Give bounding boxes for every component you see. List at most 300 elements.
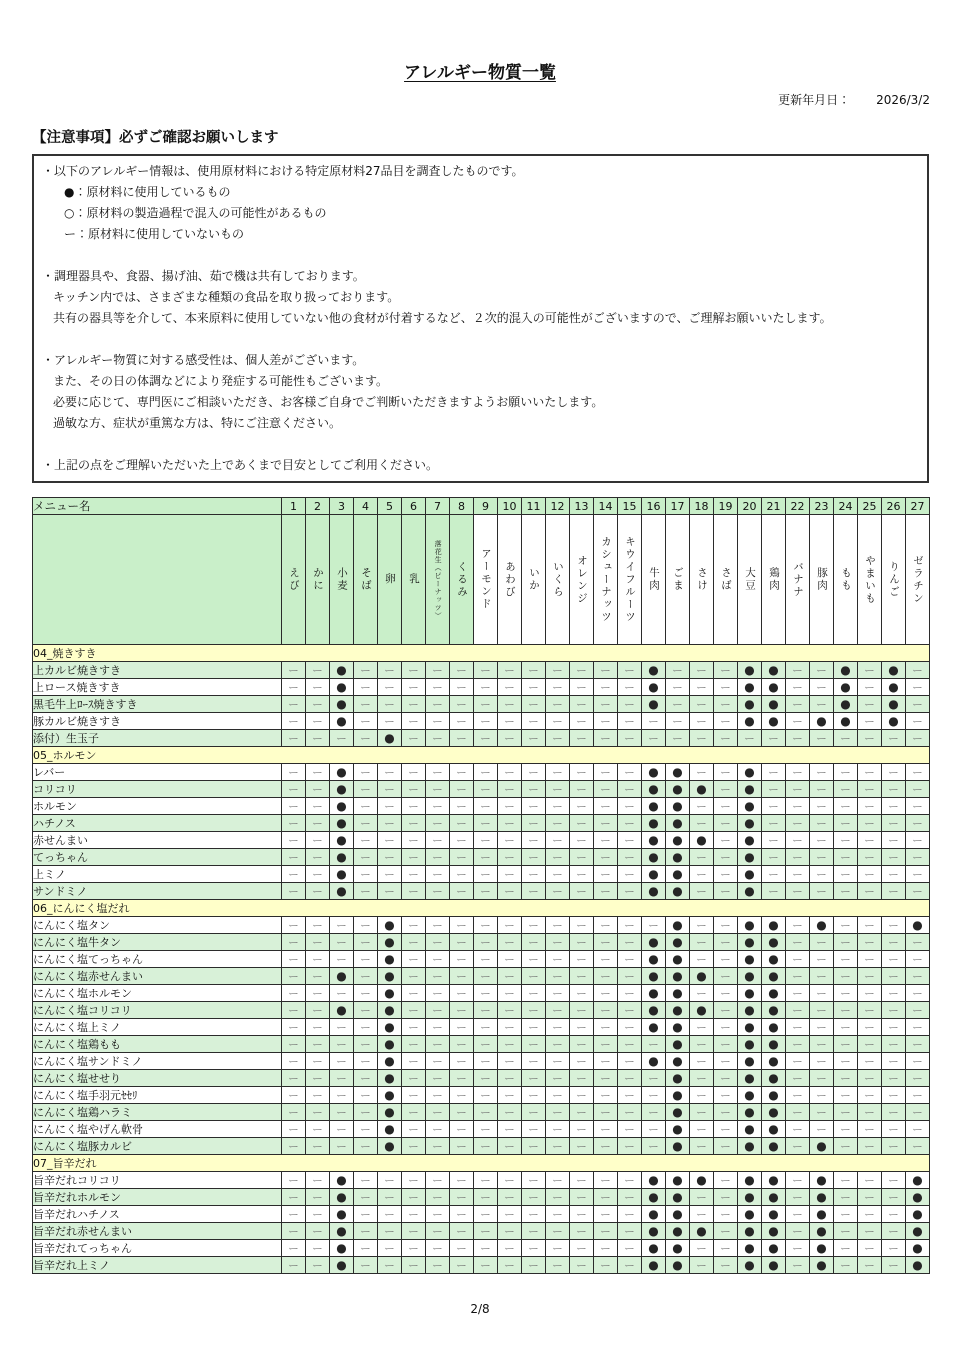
allergen-mark-cell: ー	[378, 1206, 402, 1223]
allergen-mark-cell: ー	[426, 781, 450, 798]
allergen-mark-cell: ー	[570, 1002, 594, 1019]
allergen-mark-cell: ー	[642, 713, 666, 730]
allergen-mark-cell: ー	[498, 679, 522, 696]
allergen-mark-cell: ●	[666, 951, 690, 968]
allergen-mark-cell: ー	[498, 1002, 522, 1019]
allergen-mark-cell: ー	[426, 1087, 450, 1104]
allergen-mark-cell: ー	[282, 1223, 306, 1240]
allergen-mark-cell: ●	[330, 764, 354, 781]
menu-name-cell: にんにく塩サンドミノ	[33, 1053, 282, 1070]
allergen-mark-cell: ー	[306, 1053, 330, 1070]
allergen-mark-cell: ー	[522, 968, 546, 985]
allergen-mark-cell: ー	[810, 1002, 834, 1019]
allergen-mark-cell: ー	[546, 730, 570, 747]
allergen-name-header	[378, 515, 402, 645]
allergen-mark-cell: ●	[738, 815, 762, 832]
allergen-mark-cell: ー	[690, 1206, 714, 1223]
allergen-mark-cell: ー	[714, 662, 738, 679]
allergen-mark-cell: ー	[474, 1019, 498, 1036]
allergen-mark-cell: ー	[906, 951, 930, 968]
allergen-mark-cell: ●	[738, 1206, 762, 1223]
menu-name-cell: 旨辛だれ上ミノ	[33, 1257, 282, 1274]
allergen-mark-cell: ー	[330, 1036, 354, 1053]
allergen-mark-cell: ー	[474, 1240, 498, 1257]
allergen-mark-cell: ー	[906, 764, 930, 781]
allergen-mark-cell: ー	[282, 985, 306, 1002]
allergen-mark-cell: ー	[402, 730, 426, 747]
allergen-mark-cell: ー	[762, 798, 786, 815]
allergen-mark-cell: ー	[834, 917, 858, 934]
allergen-mark-cell: ー	[306, 866, 330, 883]
allergen-mark-cell: ー	[834, 1206, 858, 1223]
allergen-mark-cell: ー	[330, 1087, 354, 1104]
allergen-number-header: 20	[738, 498, 762, 515]
allergen-name-vertical: かに	[312, 567, 324, 592]
allergen-mark-cell: ー	[498, 849, 522, 866]
allergen-name-vertical: アーモンド	[480, 548, 492, 611]
allergen-name-header	[810, 515, 834, 645]
allergen-mark-cell: ●	[642, 1019, 666, 1036]
allergen-mark-cell: ー	[282, 1019, 306, 1036]
allergen-mark-cell: ●	[378, 1002, 402, 1019]
allergen-mark-cell: ー	[690, 713, 714, 730]
allergen-mark-cell: ー	[450, 1138, 474, 1155]
menu-name-cell: にんにく塩タン	[33, 917, 282, 934]
allergen-mark-cell: ー	[522, 713, 546, 730]
allergen-mark-cell: ー	[282, 1189, 306, 1206]
allergen-number-header: 14	[594, 498, 618, 515]
allergen-mark-cell: ー	[498, 815, 522, 832]
allergen-number-header: 9	[474, 498, 498, 515]
allergen-mark-cell: ー	[690, 917, 714, 934]
allergen-mark-cell: ー	[594, 679, 618, 696]
allergen-mark-cell: ●	[666, 798, 690, 815]
allergen-mark-cell: ●	[666, 781, 690, 798]
allergen-mark-cell: ●	[642, 883, 666, 900]
allergen-mark-cell: ー	[306, 832, 330, 849]
allergen-mark-cell: ー	[282, 1172, 306, 1189]
allergen-mark-cell: ー	[810, 1036, 834, 1053]
allergen-mark-cell: ●	[738, 662, 762, 679]
allergen-mark-cell: ー	[306, 1104, 330, 1121]
notice-line: キッチン内では、さまざまな種類の食品を取り扱っております。	[53, 290, 400, 304]
allergen-mark-cell: ー	[354, 934, 378, 951]
allergen-mark-cell: ー	[714, 1121, 738, 1138]
allergen-mark-cell: ー	[354, 917, 378, 934]
allergen-mark-cell: ー	[450, 917, 474, 934]
allergen-mark-cell: ー	[354, 1206, 378, 1223]
menu-name-cell: にんにく塩てっちゃん	[33, 951, 282, 968]
menu-row	[33, 662, 930, 679]
allergen-mark-cell: ー	[546, 934, 570, 951]
allergen-mark-cell: ●	[330, 832, 354, 849]
allergen-mark-cell: ●	[690, 781, 714, 798]
allergen-mark-cell: ー	[426, 951, 450, 968]
allergen-mark-cell: ー	[570, 713, 594, 730]
allergen-mark-cell: ー	[426, 798, 450, 815]
allergen-mark-cell: ー	[882, 849, 906, 866]
allergen-mark-cell: ●	[738, 866, 762, 883]
allergen-mark-cell: ー	[378, 1257, 402, 1274]
allergen-mark-cell: ー	[762, 730, 786, 747]
allergen-mark-cell: ー	[474, 968, 498, 985]
allergen-mark-cell: ー	[354, 662, 378, 679]
allergen-mark-cell: ー	[498, 968, 522, 985]
allergen-mark-cell: ー	[618, 934, 642, 951]
allergen-mark-cell: ー	[594, 968, 618, 985]
notice-line: また、その日の体調などにより発症する可能性もございます。	[53, 374, 389, 388]
allergen-mark-cell: ー	[666, 696, 690, 713]
allergen-mark-cell: ー	[858, 1019, 882, 1036]
allergen-mark-cell: ー	[906, 1053, 930, 1070]
allergen-mark-cell: ー	[306, 662, 330, 679]
allergen-mark-cell: ー	[450, 866, 474, 883]
allergen-mark-cell: ー	[474, 985, 498, 1002]
allergen-mark-cell: ●	[666, 849, 690, 866]
menu-name-cell: レバー	[33, 764, 282, 781]
allergen-mark-cell: ー	[402, 1121, 426, 1138]
allergen-mark-cell: ●	[762, 696, 786, 713]
allergen-mark-cell: ー	[450, 1087, 474, 1104]
allergen-mark-cell: ー	[426, 934, 450, 951]
allergen-mark-cell: ー	[522, 1053, 546, 1070]
menu-row	[33, 1240, 930, 1257]
allergen-mark-cell: ー	[522, 866, 546, 883]
allergen-mark-cell: ー	[618, 713, 642, 730]
allergen-mark-cell: ー	[834, 866, 858, 883]
allergen-mark-cell: ー	[618, 1053, 642, 1070]
allergen-mark-cell: ー	[546, 968, 570, 985]
allergen-mark-cell: ー	[690, 1036, 714, 1053]
allergen-mark-cell: ー	[522, 1104, 546, 1121]
allergen-mark-cell: ー	[402, 934, 426, 951]
allergen-mark-cell: ●	[738, 1002, 762, 1019]
allergen-mark-cell: ー	[618, 815, 642, 832]
menu-row	[33, 730, 930, 747]
allergen-mark-cell: ー	[378, 1223, 402, 1240]
allergen-mark-cell: ー	[642, 1036, 666, 1053]
allergen-mark-cell: ●	[738, 917, 762, 934]
menu-row	[33, 1121, 930, 1138]
allergen-mark-cell: ー	[402, 1002, 426, 1019]
allergen-mark-cell: ー	[498, 1019, 522, 1036]
allergen-name-header	[642, 515, 666, 645]
allergen-table	[32, 497, 930, 1274]
allergen-mark-cell: ー	[354, 764, 378, 781]
allergen-mark-cell: ー	[810, 696, 834, 713]
allergen-mark-cell: ー	[882, 1240, 906, 1257]
menu-name-cell: にんにく塩牛タン	[33, 934, 282, 951]
section-title: 07_旨辛だれ	[33, 1155, 930, 1172]
allergen-mark-cell: ●	[738, 883, 762, 900]
allergen-mark-cell: ー	[426, 1138, 450, 1155]
allergen-mark-cell: ー	[834, 764, 858, 781]
menu-name-cell: ハチノス	[33, 815, 282, 832]
allergen-mark-cell: ー	[474, 1189, 498, 1206]
menu-name-cell: にんにく塩手羽元ｾｾﾘ	[33, 1087, 282, 1104]
allergen-mark-cell: ー	[450, 985, 474, 1002]
notice-line	[42, 434, 919, 455]
menu-row	[33, 1104, 930, 1121]
allergen-name-vertical: やまいも	[864, 554, 876, 605]
allergen-mark-cell: ー	[786, 679, 810, 696]
allergen-mark-cell: ●	[690, 832, 714, 849]
allergen-mark-cell: ー	[546, 866, 570, 883]
allergen-mark-cell: ●	[642, 968, 666, 985]
allergen-mark-cell: ー	[426, 985, 450, 1002]
allergen-mark-cell: ●	[810, 1240, 834, 1257]
allergen-mark-cell: ー	[618, 662, 642, 679]
allergen-mark-cell: ー	[594, 1121, 618, 1138]
allergen-mark-cell: ●	[738, 1019, 762, 1036]
menu-row	[33, 1036, 930, 1053]
allergen-mark-cell: ー	[882, 1138, 906, 1155]
allergen-mark-cell: ー	[834, 1104, 858, 1121]
allergen-mark-cell: ー	[282, 1036, 306, 1053]
allergen-mark-cell: ー	[834, 1189, 858, 1206]
allergen-name-vertical: 大豆	[744, 567, 756, 592]
allergen-mark-cell: ●	[666, 968, 690, 985]
allergen-mark-cell: ー	[426, 713, 450, 730]
allergen-mark-cell: ー	[882, 1036, 906, 1053]
allergen-mark-cell: ー	[810, 679, 834, 696]
allergen-mark-cell: ●	[642, 1189, 666, 1206]
allergen-mark-cell: ー	[474, 1121, 498, 1138]
allergen-mark-cell: ー	[882, 1053, 906, 1070]
allergen-mark-cell: ー	[882, 832, 906, 849]
allergen-mark-cell: ー	[306, 1019, 330, 1036]
allergen-number-header: 12	[546, 498, 570, 515]
allergen-mark-cell: ー	[282, 1002, 306, 1019]
allergen-mark-cell: ー	[546, 1070, 570, 1087]
allergen-mark-cell: ー	[714, 1223, 738, 1240]
allergen-name-vertical: オレンジ	[576, 554, 588, 605]
allergen-mark-cell: ー	[282, 1138, 306, 1155]
allergen-mark-cell: ー	[402, 662, 426, 679]
allergen-mark-cell: ー	[858, 798, 882, 815]
menu-name-cell: 旨辛だれ赤せんまい	[33, 1223, 282, 1240]
allergen-mark-cell: ー	[546, 1019, 570, 1036]
allergen-mark-cell: ●	[666, 934, 690, 951]
allergen-mark-cell: ー	[882, 917, 906, 934]
allergen-mark-cell: ●	[642, 815, 666, 832]
allergen-mark-cell: ー	[882, 951, 906, 968]
allergen-number-header: 23	[810, 498, 834, 515]
allergen-mark-cell: ●	[762, 679, 786, 696]
allergen-mark-cell: ー	[378, 1172, 402, 1189]
allergen-mark-cell: ー	[786, 1002, 810, 1019]
allergen-mark-cell: ー	[522, 798, 546, 815]
allergen-mark-cell: ー	[906, 781, 930, 798]
allergen-mark-cell: ー	[498, 1121, 522, 1138]
allergen-mark-cell: ー	[666, 730, 690, 747]
allergen-mark-cell: ー	[690, 730, 714, 747]
allergen-mark-cell: ー	[618, 1002, 642, 1019]
allergen-number-header: 18	[690, 498, 714, 515]
allergen-mark-cell: ー	[594, 713, 618, 730]
menu-name-cell: 旨辛だれコリコリ	[33, 1172, 282, 1189]
allergen-mark-cell: ー	[498, 1070, 522, 1087]
allergen-mark-cell: ー	[882, 1257, 906, 1274]
allergen-mark-cell: ー	[282, 1121, 306, 1138]
allergen-mark-cell: ●	[642, 934, 666, 951]
allergen-mark-cell: ー	[450, 1172, 474, 1189]
allergen-mark-cell: ー	[834, 1019, 858, 1036]
allergen-mark-cell: ー	[378, 713, 402, 730]
allergen-mark-cell: ー	[282, 1087, 306, 1104]
allergen-mark-cell: ●	[330, 798, 354, 815]
allergen-name-vertical: そば	[360, 567, 372, 592]
allergen-mark-cell: ー	[906, 662, 930, 679]
allergen-mark-cell: ●	[378, 1121, 402, 1138]
notice-line: 過敏な方、症状が重篤な方は、特にご注意ください。	[53, 416, 342, 430]
allergen-mark-cell: ●	[762, 968, 786, 985]
allergen-name-vertical: 卵	[384, 573, 396, 586]
allergen-mark-cell: ー	[546, 815, 570, 832]
allergen-mark-cell: ●	[738, 1070, 762, 1087]
allergen-mark-cell: ●	[666, 1121, 690, 1138]
allergen-mark-cell: ー	[282, 1257, 306, 1274]
allergen-mark-cell: ー	[906, 968, 930, 985]
allergen-mark-cell: ー	[306, 679, 330, 696]
allergen-mark-cell: ー	[834, 1121, 858, 1138]
allergen-mark-cell: ー	[906, 730, 930, 747]
allergen-number-header: 4	[354, 498, 378, 515]
allergen-mark-cell: ー	[450, 696, 474, 713]
allergen-mark-cell: ー	[834, 832, 858, 849]
allergen-mark-cell: ●	[330, 815, 354, 832]
allergen-mark-cell: ●	[882, 696, 906, 713]
allergen-mark-cell: ー	[546, 849, 570, 866]
allergen-mark-cell: ー	[690, 985, 714, 1002]
allergen-mark-cell: ー	[402, 1070, 426, 1087]
allergen-mark-cell: ー	[666, 679, 690, 696]
allergen-mark-cell: ー	[618, 798, 642, 815]
menu-name-cell: にんにく塩やげん軟骨	[33, 1121, 282, 1138]
allergen-number-header: 19	[714, 498, 738, 515]
allergen-mark-cell: ー	[522, 1206, 546, 1223]
allergen-mark-cell: ー	[498, 1087, 522, 1104]
allergen-mark-cell: ー	[474, 866, 498, 883]
allergen-name-header	[474, 515, 498, 645]
allergen-mark-cell: ー	[858, 883, 882, 900]
allergen-mark-cell: ー	[306, 1240, 330, 1257]
allergen-mark-cell: ー	[594, 985, 618, 1002]
allergen-mark-cell: ー	[402, 815, 426, 832]
allergen-mark-cell: ー	[474, 1138, 498, 1155]
allergen-mark-cell: ー	[786, 1240, 810, 1257]
menu-row	[33, 985, 930, 1002]
allergen-mark-cell: ー	[714, 1002, 738, 1019]
allergen-name-header	[570, 515, 594, 645]
allergen-mark-cell: ー	[354, 679, 378, 696]
allergen-mark-cell: ●	[762, 1070, 786, 1087]
allergen-mark-cell: ●	[762, 917, 786, 934]
allergen-name-header	[282, 515, 306, 645]
notice-line: ・以下のアレルギー情報は、使用原材料における特定原材料27品目を調査したものです。	[42, 164, 524, 178]
allergen-mark-cell: ー	[594, 1257, 618, 1274]
menu-name-cell: にんにく塩ホルモン	[33, 985, 282, 1002]
allergen-mark-cell: ●	[690, 968, 714, 985]
allergen-mark-cell: ー	[858, 679, 882, 696]
allergen-mark-cell: ー	[522, 1002, 546, 1019]
allergen-mark-cell: ●	[738, 1036, 762, 1053]
allergen-mark-cell: ー	[330, 1070, 354, 1087]
allergen-mark-cell: ●	[834, 679, 858, 696]
allergen-mark-cell: ー	[786, 985, 810, 1002]
allergen-mark-cell: ●	[762, 713, 786, 730]
allergen-mark-cell: ー	[858, 713, 882, 730]
allergen-mark-cell: ー	[786, 934, 810, 951]
allergen-mark-cell: ー	[786, 1019, 810, 1036]
allergen-mark-cell: ー	[474, 1070, 498, 1087]
allergen-number-header: 21	[762, 498, 786, 515]
notice-box	[32, 154, 929, 483]
allergen-name-header	[834, 515, 858, 645]
menu-name-cell: 上ミノ	[33, 866, 282, 883]
allergen-mark-cell: ー	[450, 1019, 474, 1036]
allergen-mark-cell: ー	[522, 985, 546, 1002]
allergen-mark-cell: ●	[762, 1189, 786, 1206]
allergen-mark-cell: ー	[474, 679, 498, 696]
allergen-mark-cell: ー	[450, 1189, 474, 1206]
allergen-name-header	[594, 515, 618, 645]
allergen-mark-cell: ー	[522, 951, 546, 968]
allergen-mark-cell: ●	[378, 917, 402, 934]
allergen-mark-cell: ー	[546, 1053, 570, 1070]
allergen-mark-cell: ー	[354, 696, 378, 713]
allergen-mark-cell: ー	[786, 1036, 810, 1053]
allergen-mark-cell: ●	[642, 951, 666, 968]
allergen-mark-cell: ー	[786, 1138, 810, 1155]
allergen-name-vertical: さば	[720, 567, 732, 592]
menu-row	[33, 679, 930, 696]
allergen-mark-cell: ー	[306, 764, 330, 781]
allergen-mark-cell: ー	[570, 1070, 594, 1087]
menu-name-cell: てっちゃん	[33, 849, 282, 866]
allergen-name-vertical: もも	[840, 567, 852, 592]
allergen-mark-cell: ー	[690, 1087, 714, 1104]
allergen-mark-cell: ー	[594, 934, 618, 951]
allergen-mark-cell: ー	[474, 798, 498, 815]
allergen-mark-cell: ー	[882, 781, 906, 798]
page-number: 2/8	[470, 1302, 490, 1316]
allergen-mark-cell: ー	[354, 849, 378, 866]
allergen-mark-cell: ー	[354, 883, 378, 900]
allergen-mark-cell: ー	[354, 832, 378, 849]
allergen-mark-cell: ー	[714, 951, 738, 968]
allergen-mark-cell: ー	[786, 1172, 810, 1189]
allergen-mark-cell: ー	[714, 1053, 738, 1070]
allergen-mark-cell: ー	[546, 696, 570, 713]
allergen-mark-cell: ●	[882, 662, 906, 679]
allergen-mark-cell: ー	[618, 781, 642, 798]
allergen-mark-cell: ー	[378, 866, 402, 883]
allergen-mark-cell: ー	[882, 730, 906, 747]
allergen-mark-cell: ー	[330, 1121, 354, 1138]
allergen-name-header	[882, 515, 906, 645]
allergen-mark-cell: ●	[738, 1240, 762, 1257]
allergen-mark-cell: ●	[642, 866, 666, 883]
menu-name-cell: 黒毛牛上ﾛｰｽ焼きすき	[33, 696, 282, 713]
allergen-name-vertical: えび	[288, 567, 300, 592]
allergen-mark-cell: ー	[282, 798, 306, 815]
allergen-mark-cell: ー	[522, 883, 546, 900]
allergen-mark-cell: ー	[714, 798, 738, 815]
allergen-number-header: 5	[378, 498, 402, 515]
allergen-name-header	[786, 515, 810, 645]
allergen-mark-cell: ー	[306, 781, 330, 798]
